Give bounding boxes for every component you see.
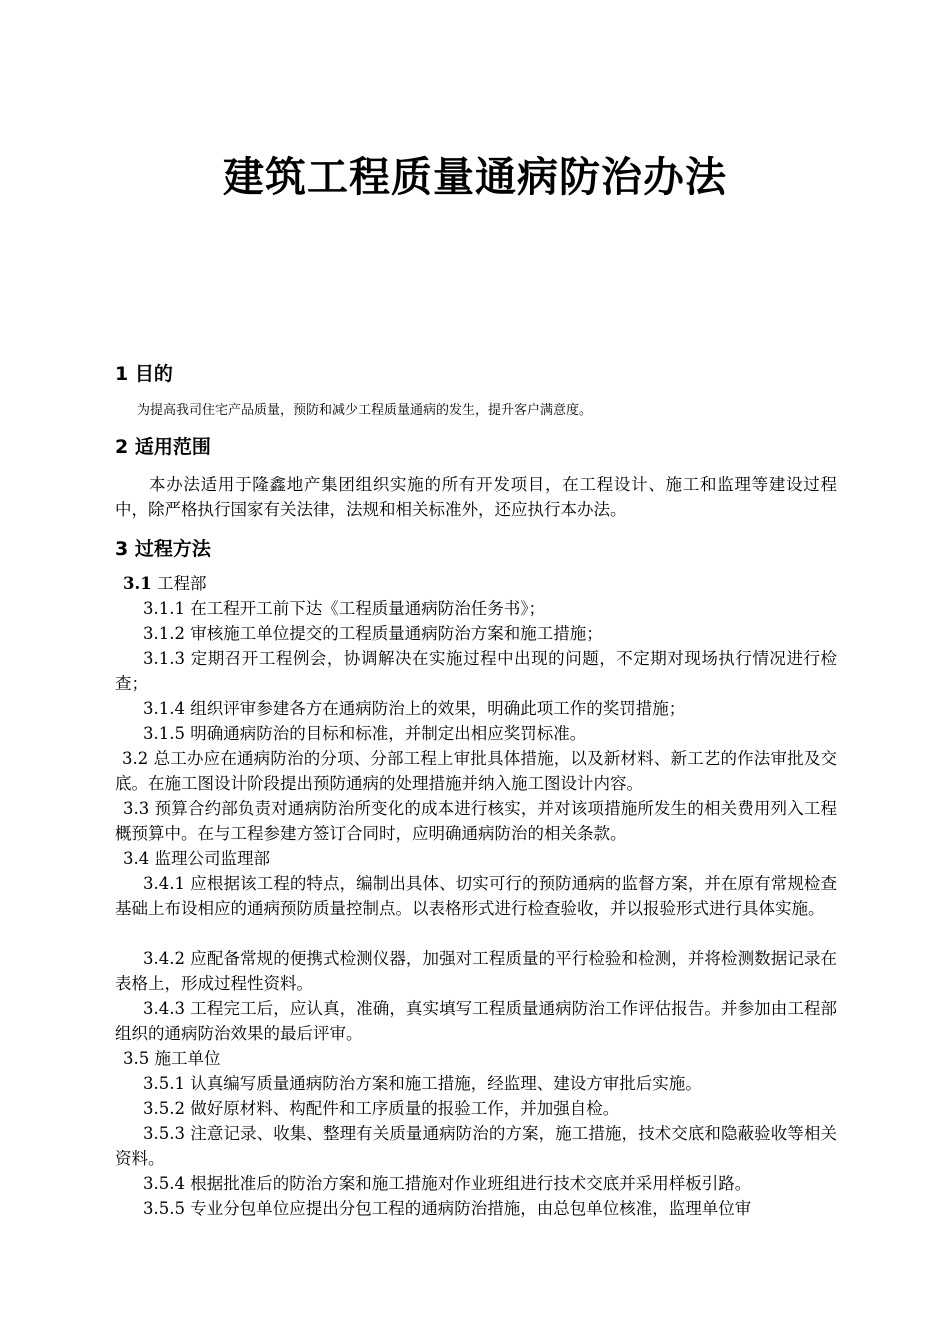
item-3-5-5: 3.5.5 专业分包单位应提出分包工程的通病防治措施，由总包单位核准，监理单位审 <box>143 1199 752 1218</box>
item-3-5-4: 3.5.4 根据批准后的防治方案和施工措施对作业班组进行技术交底并采用样板引路。 <box>143 1174 752 1193</box>
item-3-4-2: 3.4.2 应配备常规的便携式检测仪器，加强对工程质量的平行检验和检测，并将检测数据记录在表格上，形成过程性资料。 <box>115 949 837 993</box>
item-3-1-1: 3.1.1 在工程开工前下达《工程质量通病防治任务书》； <box>143 599 545 618</box>
document-title: 建筑工程质量通病防治办法 <box>223 153 727 201</box>
item-3-1-5: 3.1.5 明确通病防治的目标和标准，并制定出相应奖罚标准。 <box>143 724 587 743</box>
item-3-1-4: 3.1.4 组织评审参建各方在通病防治上的效果，明确此项工作的奖罚措施； <box>143 699 686 718</box>
item-3-4-3: 3.4.3 工程完工后，应认真，准确，真实填写工程质量通病防治工作评估报告。并参加由工程部组织的通病防治效果的最后评审。 <box>115 999 837 1043</box>
item-3-4: 3.4 监理公司监理部 <box>123 849 270 868</box>
section-3-heading: 3 过程方法 <box>115 538 211 560</box>
item-3-2: 3.2 总工办应在通病防治的分项、分部工程上审批具体措施，以及新材料、新工艺的作法审批及交底。在施工图设计阶段提出预防通病的处理措施并纳入施工图设计内容。 <box>115 749 837 793</box>
item-3-1-label: 工程部 <box>151 574 207 593</box>
section-2-heading: 2 适用范围 <box>115 436 211 458</box>
item-3-5: 3.5 施工单位 <box>123 1049 221 1068</box>
item-3-5-3: 3.5.3 注意记录、收集、整理有关质量通病防治的方案，施工措施，技术交底和隐蔽验收等相关资料。 <box>115 1124 837 1168</box>
item-3-1-number: 3.1 <box>123 574 152 593</box>
section-1-heading: 1 目的 <box>115 363 173 385</box>
item-3-5-1: 3.5.1 认真编写质量通病防治方案和施工措施，经监理、建设方审批后实施。 <box>143 1074 702 1093</box>
section-2-body: 本办法适用于隆鑫地产集团组织实施的所有开发项目，在工程设计、施工和监理等建设过程中，除严格执行国家有关法律，法规和相关标准外，还应执行本办法。 <box>115 475 837 519</box>
section-1-body: 为提高我司住宅产品质量，预防和减少工程质量通病的发生，提升客户满意度。 <box>137 403 593 418</box>
item-3-1 <box>123 571 206 596</box>
item-3-1-2: 3.1.2 审核施工单位提交的工程质量通病防治方案和施工措施； <box>143 624 603 643</box>
item-3-3: 3.3 预算合约部负责对通病防治所变化的成本进行核实，并对该项措施所发生的相关费用列入工程概预算中。在与工程参建方签订合同时，应明确通病防治的相关条款。 <box>115 799 837 843</box>
item-3-1-3: 3.1.3 定期召开工程例会，协调解决在实施过程中出现的问题，不定期对现场执行情况进行检查； <box>115 649 837 693</box>
item-3-4-1: 3.4.1 应根据该工程的特点，编制出具体、切实可行的预防通病的监督方案，并在原有常规检查基础上布设相应的通病预防质量控制点。以表格形式进行检查验收，并以报验形式进行具体实施。 <box>115 874 837 918</box>
item-3-5-2: 3.5.2 做好原材料、构配件和工序质量的报验工作，并加强自检。 <box>143 1099 620 1118</box>
